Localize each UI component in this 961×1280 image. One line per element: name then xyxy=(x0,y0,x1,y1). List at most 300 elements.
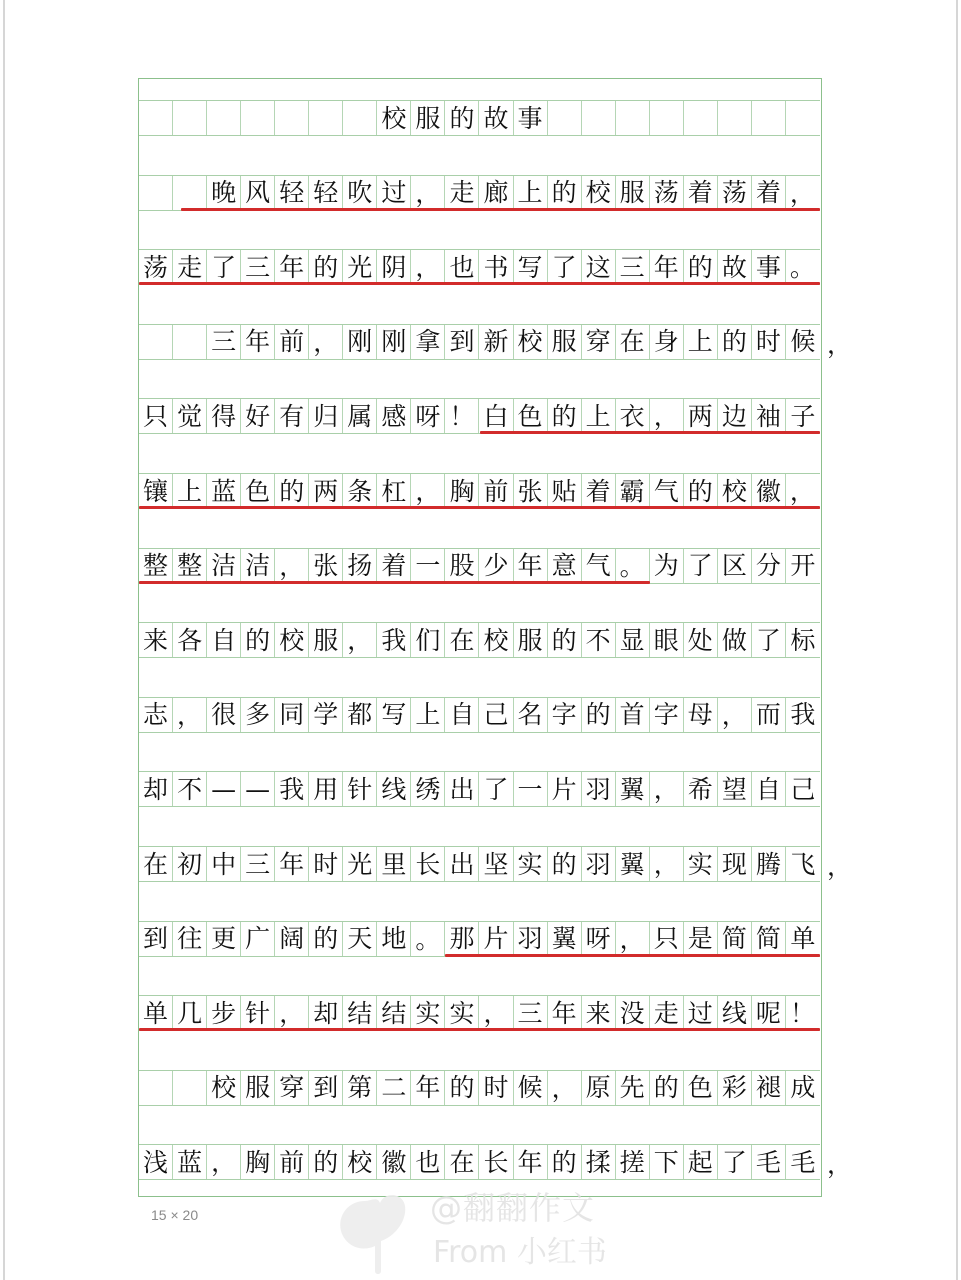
grid-cell: 呀 xyxy=(411,399,445,433)
grid-row xyxy=(139,771,820,807)
grid-cell: 结 xyxy=(377,996,411,1030)
grid-cell: 己 xyxy=(479,698,513,732)
grid-cell: 三 xyxy=(241,250,275,284)
title-char: 故 xyxy=(479,101,513,135)
grid-cell: 拿 xyxy=(411,325,445,359)
grid-row xyxy=(139,175,820,211)
grid-cell xyxy=(139,176,173,210)
grid-cell: — xyxy=(207,772,241,806)
grid-cell: ， xyxy=(789,178,815,208)
grid-cell: 单 xyxy=(790,924,816,954)
grid-cell xyxy=(173,176,207,210)
grid-cell: 吹 xyxy=(343,176,377,210)
grid-cell: 到 xyxy=(309,1071,343,1105)
grid-cell: 翼 xyxy=(616,847,650,881)
grid-cell: 实 xyxy=(684,847,718,881)
grid-cell: 洁 xyxy=(241,549,275,583)
grid-cell: 初 xyxy=(173,847,207,881)
grid-cell: 绣 xyxy=(411,772,445,806)
grid-cell: ， xyxy=(650,847,684,881)
grid-cell xyxy=(139,1071,173,1105)
grid-cell: 时 xyxy=(752,325,786,359)
page-edge-left xyxy=(3,0,5,1280)
grid-cell: 服 xyxy=(548,325,582,359)
grid-cell: 只 xyxy=(650,922,684,956)
grid-cell: 张 xyxy=(514,474,548,508)
grid-cell: 白 xyxy=(479,399,513,433)
grid-row xyxy=(139,846,820,882)
grid-cell: 那 xyxy=(445,922,479,956)
grid-cell: 好 xyxy=(241,399,275,433)
grid-cell: 了 xyxy=(684,549,718,583)
grid-cell: 两 xyxy=(684,399,718,433)
grid-cell: 片 xyxy=(479,922,513,956)
grid-cell: 得 xyxy=(207,399,241,433)
grid-cell: 前 xyxy=(275,1145,309,1179)
grid-cell: ！ xyxy=(445,399,479,433)
grid-cell: 羽 xyxy=(582,847,616,881)
grid-cell: ， xyxy=(411,474,445,508)
grid-cell: 写 xyxy=(514,250,548,284)
grid-cell: 校 xyxy=(582,176,616,210)
grid-row xyxy=(139,548,820,584)
grid-cell: 走 xyxy=(173,250,207,284)
grid-cell: 是 xyxy=(684,922,718,956)
grid-cell: 轻 xyxy=(275,176,309,210)
grid-cell: 镶 xyxy=(139,474,173,508)
grid-cell: 结 xyxy=(343,996,377,1030)
grid-cell: 着 xyxy=(684,176,718,210)
red-underline-highlight xyxy=(480,431,821,434)
grid-cell: 校 xyxy=(343,1145,377,1179)
grid-cell: 刚 xyxy=(377,325,411,359)
grid-cell: 新 xyxy=(479,325,513,359)
grid-cell: 起 xyxy=(684,1145,718,1179)
grid-cell: 不 xyxy=(173,772,207,806)
grid-cell xyxy=(548,101,582,135)
grid-cell: 上 xyxy=(582,399,616,433)
grid-cell: 们 xyxy=(411,623,445,657)
watermark-author: @翻翻作文 xyxy=(430,1189,596,1227)
grid-row xyxy=(139,622,820,658)
grid-cell: 这 xyxy=(582,250,616,284)
grid-cell: 首 xyxy=(616,698,650,732)
grid-cell: 单 xyxy=(139,996,173,1030)
grid-cell: 着 xyxy=(752,176,786,210)
grid-cell: 的 xyxy=(718,325,752,359)
grid-cell: 廊 xyxy=(479,176,513,210)
grid-cell: 的 xyxy=(548,1145,582,1179)
grid-cell: 时 xyxy=(479,1071,513,1105)
title-char: 校 xyxy=(377,101,411,135)
grid-cell: 各 xyxy=(173,623,207,657)
grid-cell: 步 xyxy=(207,996,241,1030)
grid-cell: 标 xyxy=(790,625,816,655)
grid-cell: 服 xyxy=(309,623,343,657)
grid-cell: 书 xyxy=(479,250,513,284)
grid-cell: 没 xyxy=(616,996,650,1030)
grid-cell: 校 xyxy=(718,474,752,508)
margin-punctuation: ， xyxy=(827,1150,853,1180)
grid-cell: 针 xyxy=(241,996,275,1030)
grid-cell: 来 xyxy=(139,623,173,657)
grid-cell: 片 xyxy=(548,772,582,806)
grid-cell: 简 xyxy=(752,922,786,956)
grid-cell xyxy=(173,101,207,135)
grid-cell: 浅 xyxy=(139,1145,173,1179)
grid-cell: 先 xyxy=(616,1071,650,1105)
margin-punctuation: ， xyxy=(827,329,853,359)
grid-cell: 气 xyxy=(582,549,616,583)
grid-cell: 了 xyxy=(548,250,582,284)
grid-cell: 年 xyxy=(514,549,548,583)
grid-cell: 的 xyxy=(548,847,582,881)
grid-cell: ！ xyxy=(789,999,815,1029)
grid-cell: 地 xyxy=(377,922,411,956)
grid-cell: 也 xyxy=(445,250,479,284)
grid-cell: 三 xyxy=(241,847,275,881)
grid-cell: 股 xyxy=(445,549,479,583)
grid-cell: 在 xyxy=(616,325,650,359)
grid-cell: 也 xyxy=(411,1145,445,1179)
title-row xyxy=(139,100,820,136)
grid-cell: 色 xyxy=(241,474,275,508)
grid-cell: 晚 xyxy=(207,176,241,210)
grid-cell: 阴 xyxy=(377,250,411,284)
grid-cell: ， xyxy=(411,176,445,210)
grid-cell: 而 xyxy=(752,698,786,732)
grid-cell: ， xyxy=(275,549,309,583)
grid-cell: 色 xyxy=(514,399,548,433)
grid-cell: 着 xyxy=(377,549,411,583)
grid-cell: 做 xyxy=(718,623,752,657)
grid-cell: 母 xyxy=(684,698,718,732)
grid-cell: 过 xyxy=(377,176,411,210)
grid-cell: 时 xyxy=(309,847,343,881)
grid-cell xyxy=(582,101,616,135)
grid-cell xyxy=(684,101,718,135)
grid-cell: 蓝 xyxy=(207,474,241,508)
grid-cell: 为 xyxy=(650,549,684,583)
grid-cell: 觉 xyxy=(173,399,207,433)
grid-cell: 年 xyxy=(275,847,309,881)
grid-cell: 几 xyxy=(173,996,207,1030)
grid-cell: 荡 xyxy=(650,176,684,210)
title-char: 事 xyxy=(514,101,548,135)
grid-cell: 色 xyxy=(684,1071,718,1105)
grid-cell: 天 xyxy=(343,922,377,956)
grid-cell: 胸 xyxy=(445,474,479,508)
grid-row xyxy=(139,1144,820,1180)
grid-cell: ， xyxy=(343,623,377,657)
grid-cell: 着 xyxy=(582,474,616,508)
grid-cell: ， xyxy=(275,996,309,1030)
grid-cell: 了 xyxy=(752,623,786,657)
grid-cell: 徽 xyxy=(752,474,786,508)
grid-cell: ， xyxy=(718,698,752,732)
grid-cell: 开 xyxy=(790,551,816,581)
title-char: 的 xyxy=(445,101,479,135)
grid-cell: 荡 xyxy=(139,250,173,284)
grid-cell: 上 xyxy=(684,325,718,359)
grid-cell: 坚 xyxy=(479,847,513,881)
grid-cell xyxy=(616,101,650,135)
grid-cell: 名 xyxy=(514,698,548,732)
grid-cell: 分 xyxy=(752,549,786,583)
grid-cell: ， xyxy=(411,250,445,284)
grid-cell: 不 xyxy=(582,623,616,657)
grid-cell: 服 xyxy=(514,623,548,657)
grid-cell: 更 xyxy=(207,922,241,956)
grid-cell: 同 xyxy=(275,698,309,732)
grid-cell: 的 xyxy=(582,698,616,732)
grid-cell: 呀 xyxy=(582,922,616,956)
grid-cell: ， xyxy=(616,922,650,956)
grid-cell: 意 xyxy=(548,549,582,583)
grid-cell: 到 xyxy=(445,325,479,359)
grid-cell xyxy=(343,101,377,135)
grid-cell: 翼 xyxy=(616,772,650,806)
grid-cell: 羽 xyxy=(514,922,548,956)
grid-cell: 中 xyxy=(207,847,241,881)
grid-cell: 袖 xyxy=(752,399,786,433)
grid-cell xyxy=(786,101,820,135)
grid-cell: 属 xyxy=(343,399,377,433)
grid-cell: 二 xyxy=(377,1071,411,1105)
grid-cell: 往 xyxy=(173,922,207,956)
grid-cell: 了 xyxy=(718,1145,752,1179)
grid-cell: 下 xyxy=(650,1145,684,1179)
grid-cell: 少 xyxy=(479,549,513,583)
grid-cell: 实 xyxy=(514,847,548,881)
grid-cell: 一 xyxy=(514,772,548,806)
grid-cell: 候 xyxy=(514,1071,548,1105)
grid-cell: 在 xyxy=(445,1145,479,1179)
grid-cell: 穿 xyxy=(582,325,616,359)
grid-cell: ， xyxy=(548,1071,582,1105)
red-underline-highlight xyxy=(181,208,820,211)
grid-cell xyxy=(752,101,786,135)
grid-cell: 校 xyxy=(514,325,548,359)
grid-cell: 现 xyxy=(718,847,752,881)
grid-cell: 自 xyxy=(207,623,241,657)
grid-cell: 。 xyxy=(411,922,445,956)
grid-cell: 三 xyxy=(616,250,650,284)
grid-cell: ， xyxy=(650,772,684,806)
watermark-source: From 小红书 xyxy=(433,1235,607,1270)
grid-cell: 的 xyxy=(445,1071,479,1105)
grid-cell: 的 xyxy=(548,623,582,657)
grid-cell: 广 xyxy=(241,922,275,956)
grid-cell: 过 xyxy=(684,996,718,1030)
grid-cell: 的 xyxy=(684,474,718,508)
grid-cell: 气 xyxy=(650,474,684,508)
watermark xyxy=(335,1183,645,1273)
grid-cell: 毛 xyxy=(752,1145,786,1179)
grid-cell: 却 xyxy=(139,772,173,806)
grid-cell: 荡 xyxy=(718,176,752,210)
red-underline-highlight xyxy=(445,954,820,957)
grid-cell: 里 xyxy=(377,847,411,881)
grid-cell: 前 xyxy=(275,325,309,359)
grid-cell: 却 xyxy=(309,996,343,1030)
grid-cell xyxy=(309,101,343,135)
grid-cell: 胸 xyxy=(241,1145,275,1179)
grid-cell: 走 xyxy=(445,176,479,210)
grid-cell: 针 xyxy=(343,772,377,806)
grid-cell: 轻 xyxy=(309,176,343,210)
grid-cell: 两 xyxy=(309,474,343,508)
grid-cell: 褪 xyxy=(752,1071,786,1105)
grid-cell: 风 xyxy=(241,176,275,210)
grid-cell xyxy=(207,101,241,135)
grid-row xyxy=(139,921,820,957)
grid-cell: 字 xyxy=(548,698,582,732)
grid-cell: 光 xyxy=(343,250,377,284)
grid-cell: 写 xyxy=(377,698,411,732)
grid-cell: 了 xyxy=(479,772,513,806)
grid-cell: 长 xyxy=(411,847,445,881)
red-underline-highlight xyxy=(139,581,650,584)
grid-cell: 整 xyxy=(173,549,207,583)
grid-cell: 实 xyxy=(411,996,445,1030)
grid-row xyxy=(139,697,820,733)
grid-cell: 边 xyxy=(718,399,752,433)
grid-cell: 候 xyxy=(790,327,816,357)
grid-cell: 彩 xyxy=(718,1071,752,1105)
grid-cell: 第 xyxy=(343,1071,377,1105)
grid-cell: 己 xyxy=(790,774,816,804)
grid-cell: 很 xyxy=(207,698,241,732)
grid-cell: 线 xyxy=(377,772,411,806)
grid-cell: 自 xyxy=(445,698,479,732)
grid-cell: 走 xyxy=(650,996,684,1030)
grid-cell: ， xyxy=(173,698,207,732)
grid-cell: 的 xyxy=(309,250,343,284)
grid-cell: 飞 xyxy=(790,849,816,879)
grid-cell: 长 xyxy=(479,1145,513,1179)
grid-cell: 出 xyxy=(445,847,479,881)
grid-cell: 在 xyxy=(445,623,479,657)
grid-cell: 整 xyxy=(139,549,173,583)
grid-cell: 。 xyxy=(616,549,650,583)
grid-cell: 望 xyxy=(718,772,752,806)
grid-cell: 的 xyxy=(684,250,718,284)
grid-cell: 用 xyxy=(309,772,343,806)
grid-cell xyxy=(241,101,275,135)
grid-cell: 杠 xyxy=(377,474,411,508)
red-underline-highlight xyxy=(139,506,820,509)
title-char: 服 xyxy=(411,101,445,135)
grid-cell: 上 xyxy=(411,698,445,732)
grid-cell: 条 xyxy=(343,474,377,508)
grid-cell: 翼 xyxy=(548,922,582,956)
margin-punctuation: ， xyxy=(827,852,853,881)
grid-cell: 来 xyxy=(582,996,616,1030)
grid-cell: 年 xyxy=(548,996,582,1030)
grid-cell: 出 xyxy=(445,772,479,806)
grid-cell: 腾 xyxy=(752,847,786,881)
grid-cell: 。 xyxy=(789,253,815,283)
grid-cell: ， xyxy=(479,996,513,1030)
grid-cell: 的 xyxy=(275,474,309,508)
grid-cell xyxy=(275,101,309,135)
page-edge-right xyxy=(956,0,958,1280)
grid-cell: 服 xyxy=(241,1071,275,1105)
red-underline-highlight xyxy=(139,282,820,285)
xiaohongshu-sprout-icon xyxy=(335,1191,425,1276)
grid-row xyxy=(139,995,820,1031)
grid-cell: — xyxy=(241,772,275,806)
grid-cell: 字 xyxy=(650,698,684,732)
composition-grid-paper xyxy=(138,78,853,1197)
grid-cell: 上 xyxy=(173,474,207,508)
grid-cell: 身 xyxy=(650,325,684,359)
grid-cell: 揉 xyxy=(582,1145,616,1179)
grid-cell: ， xyxy=(207,1145,241,1179)
grid-cell: 毛 xyxy=(790,1147,816,1177)
grid-cell: 贴 xyxy=(548,474,582,508)
grid-cell: 的 xyxy=(548,176,582,210)
grid-row xyxy=(139,324,820,360)
grid-cell: 事 xyxy=(752,250,786,284)
grid-row xyxy=(139,473,820,509)
grid-cell xyxy=(718,101,752,135)
grid-cell: 的 xyxy=(650,1071,684,1105)
grid-cell: 穿 xyxy=(275,1071,309,1105)
grid-cell: 呢 xyxy=(752,996,786,1030)
grid-cell: ， xyxy=(309,325,343,359)
grid-cell: 实 xyxy=(445,996,479,1030)
grid-cell: 只 xyxy=(139,399,173,433)
grid-cell: 多 xyxy=(241,698,275,732)
grid-cell: 上 xyxy=(514,176,548,210)
grid-cell: 搓 xyxy=(616,1145,650,1179)
grid-cell: 霸 xyxy=(616,474,650,508)
grid-cell: 羽 xyxy=(582,772,616,806)
grid-cell: 归 xyxy=(309,399,343,433)
grid-cell: 的 xyxy=(548,399,582,433)
grid-cell: 的 xyxy=(309,922,343,956)
grid-row xyxy=(139,1070,820,1106)
grid-cell: 了 xyxy=(207,250,241,284)
red-underline-highlight xyxy=(139,1028,820,1031)
grid-cell xyxy=(173,325,207,359)
grid-cell: 都 xyxy=(343,698,377,732)
grid-cell: 子 xyxy=(790,401,816,431)
grid-cell: 线 xyxy=(718,996,752,1030)
grid-cell: 洁 xyxy=(207,549,241,583)
grid-cell: 区 xyxy=(718,549,752,583)
grid-cell: 光 xyxy=(343,847,377,881)
grid-cell: 徽 xyxy=(377,1145,411,1179)
grid-cell: 扬 xyxy=(343,549,377,583)
grid-cell: 志 xyxy=(139,698,173,732)
grid-cell: 我 xyxy=(790,700,816,730)
grid-row xyxy=(139,398,820,434)
grid-cell: 自 xyxy=(752,772,786,806)
grid-cell: 的 xyxy=(309,1145,343,1179)
grid-cell: 处 xyxy=(684,623,718,657)
grid-cell: 蓝 xyxy=(173,1145,207,1179)
grid-cell: 有 xyxy=(275,399,309,433)
grid-cell xyxy=(139,101,173,135)
grid-cell: 前 xyxy=(479,474,513,508)
grid-cell xyxy=(650,101,684,135)
grid-cell: 服 xyxy=(616,176,650,210)
grid-cell: 成 xyxy=(790,1073,816,1103)
grid-cell: 学 xyxy=(309,698,343,732)
